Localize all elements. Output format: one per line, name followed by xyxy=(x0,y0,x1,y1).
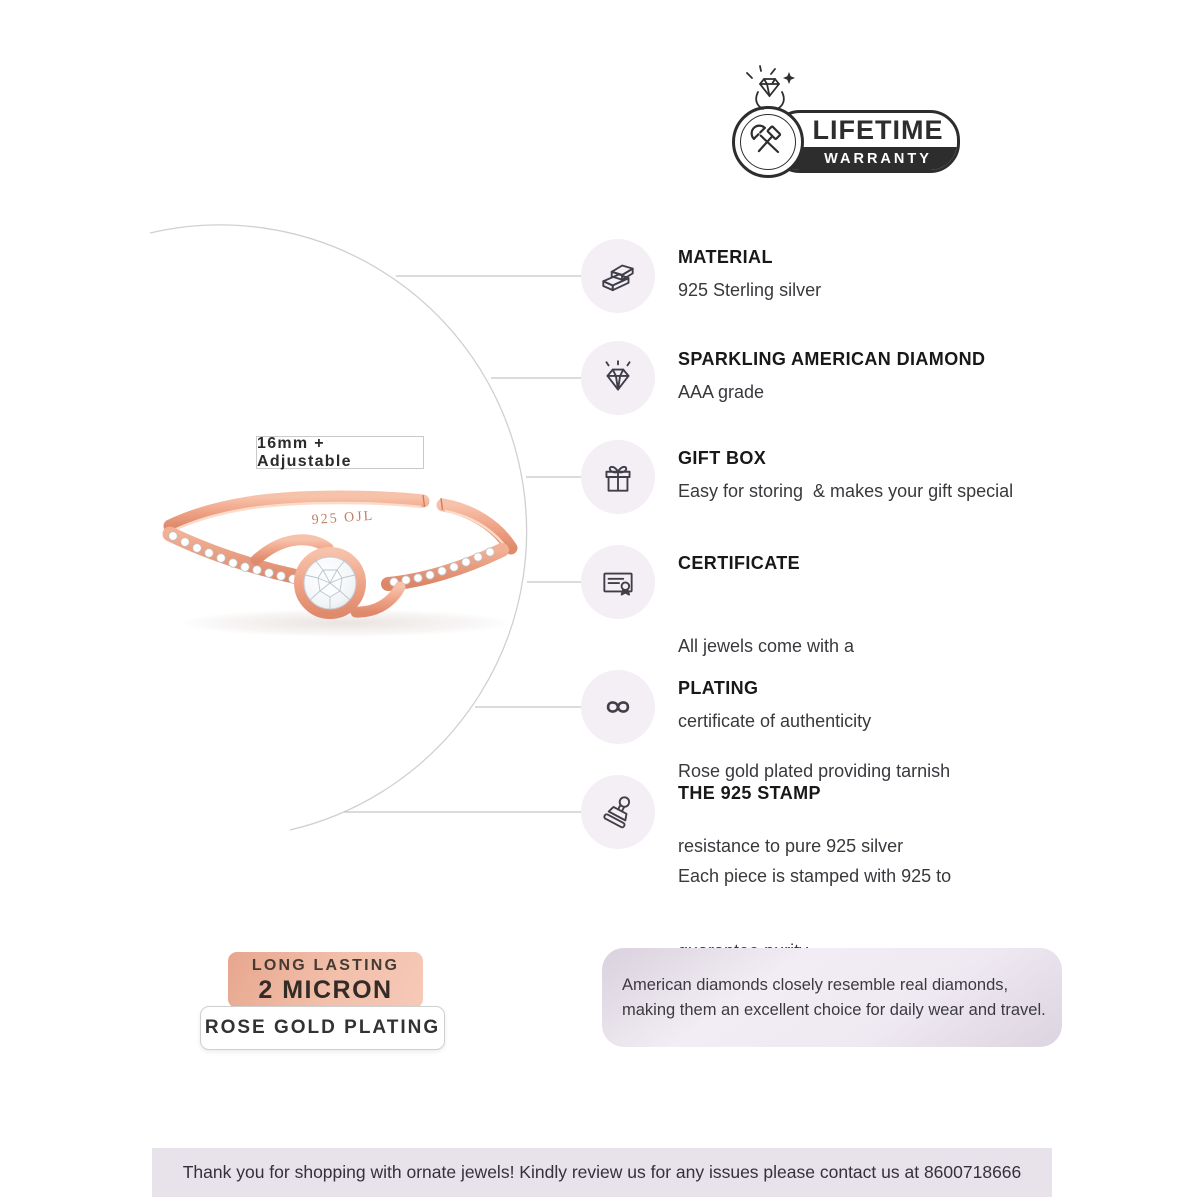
long-lasting-label: LONG LASTING xyxy=(251,957,400,974)
micron-label: 2 MICRON xyxy=(258,976,393,1004)
feature-title-giftbox: GIFT BOX xyxy=(678,448,767,468)
feature-title-certificate: CERTIFICATE xyxy=(678,553,801,573)
feature-title-plating: PLATING xyxy=(678,678,759,698)
long-lasting-badge xyxy=(228,952,423,1008)
feature-title-material: MATERIAL xyxy=(678,247,773,267)
warranty-title: LIFETIME xyxy=(812,114,944,145)
feature-desc-line: certificate of authenticity xyxy=(678,711,872,731)
diamond-ring-icon xyxy=(744,64,800,110)
feature-desc-material: 925 Sterling silver xyxy=(678,280,822,300)
lifetime-warranty-badge xyxy=(730,64,962,186)
feature-desc-line: resistance to pure 925 silver xyxy=(678,836,904,856)
ring-engraving: 925 OJL xyxy=(311,508,375,528)
sparkle-star-icon xyxy=(783,72,795,84)
sparkling-diamond-icon xyxy=(581,341,655,415)
silver-bars-icon xyxy=(581,239,655,313)
feature-desc-giftbox: Easy for storing & makes your gift special xyxy=(678,481,1014,501)
feature-desc-line: Each piece is stamped with 925 to xyxy=(678,866,952,886)
gift-box-icon xyxy=(581,440,655,514)
info-text: American diamonds closely resemble real diamonds, making them an excellent choice for daily wear and travel. xyxy=(622,975,1046,1019)
footer-bar xyxy=(152,1148,1052,1197)
feature-desc-line: All jewels come with a xyxy=(678,636,855,656)
center-diamond xyxy=(304,557,356,609)
rose-gold-plating-badge: ROSE GOLD PLATING xyxy=(200,1006,445,1050)
infinity-icon xyxy=(581,670,655,744)
warranty-tools-circle xyxy=(732,106,804,178)
feature-title-stamp: THE 925 STAMP xyxy=(678,783,821,803)
feature-desc-line: Rose gold plated providing tarnish xyxy=(678,761,951,781)
warranty-subtitle: WARRANTY xyxy=(773,147,957,170)
rose-gold-ring-image xyxy=(160,460,520,650)
wrench-hammer-icon xyxy=(740,114,796,170)
stamp-icon xyxy=(581,775,655,849)
certificate-icon xyxy=(581,545,655,619)
american-diamond-info-box xyxy=(602,948,1062,1047)
feature-desc-diamond: AAA grade xyxy=(678,382,765,402)
feature-title-diamond: SPARKLING AMERICAN DIAMOND xyxy=(678,349,986,369)
footer-text: Thank you for shopping with ornate jewels! Kindly review us for any issues please contact us at 8600718666 xyxy=(182,1162,1022,1182)
ring-size-label: 16mm + Adjustable xyxy=(256,436,424,469)
